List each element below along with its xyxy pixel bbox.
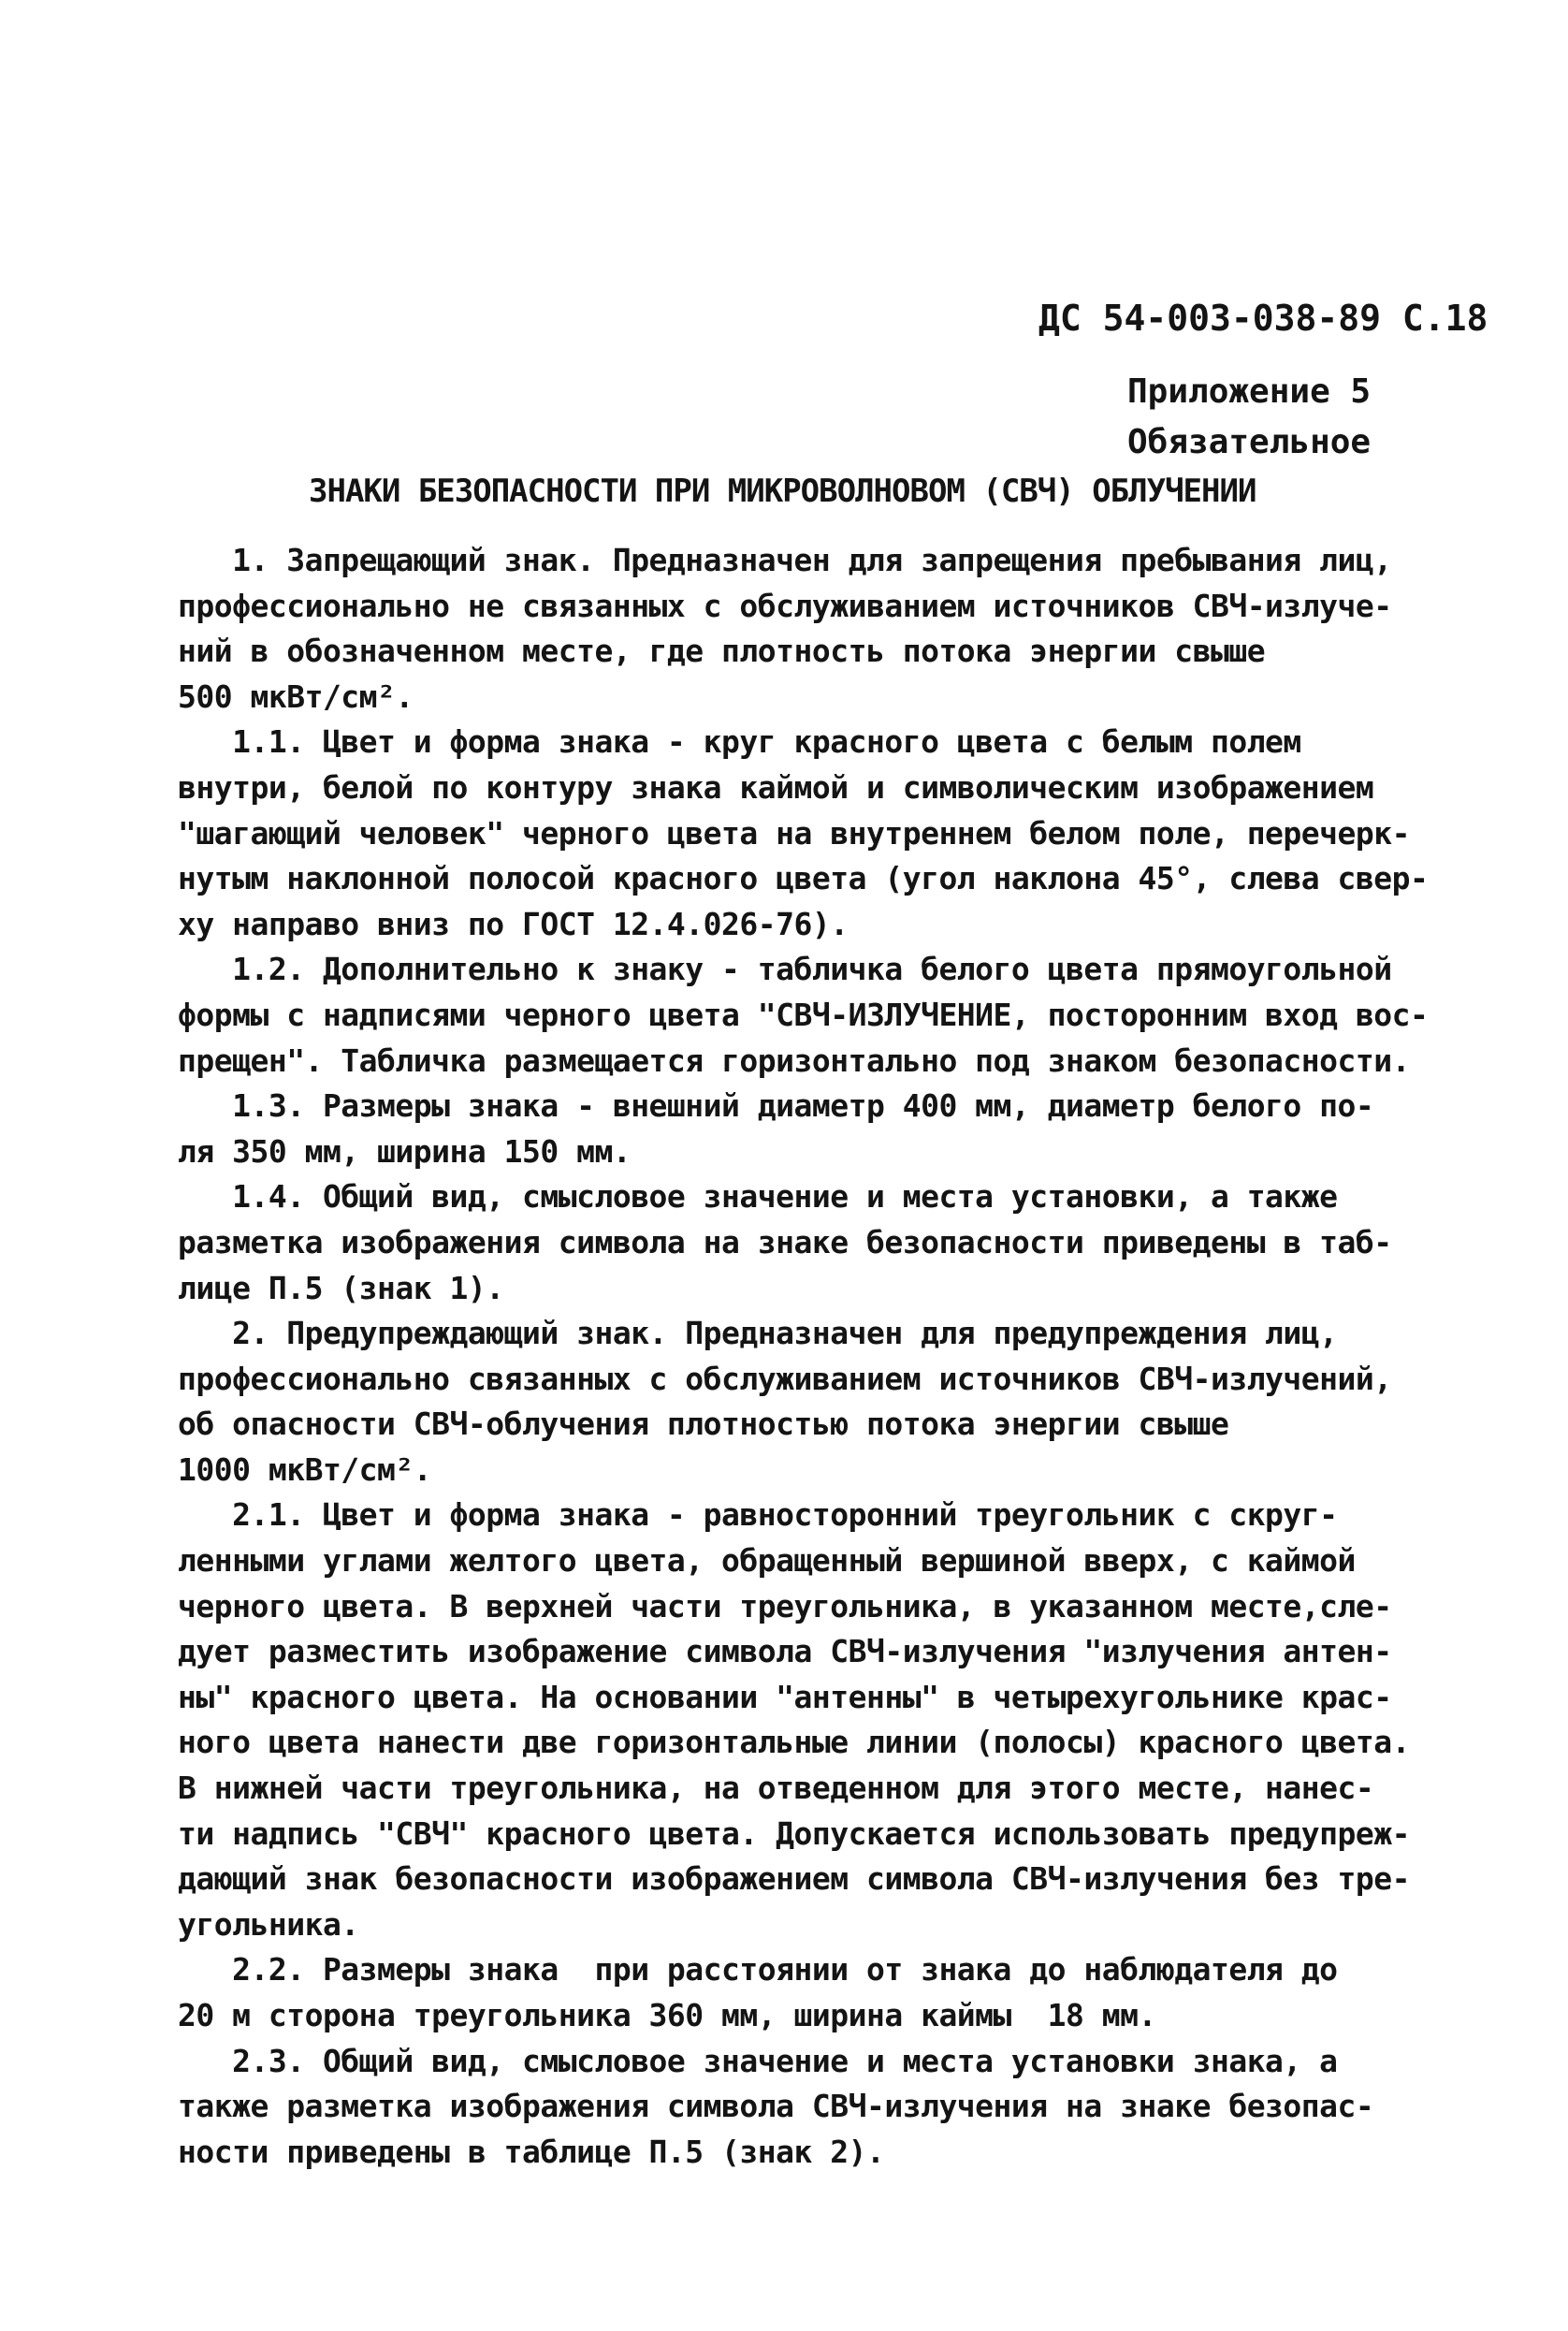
text-line: прещен". Табличка размещается горизонтально под знаком безопасности. (178, 1042, 1411, 1079)
appendix-block (1127, 367, 1464, 468)
text-line: ности приведены в таблице П.5 (знак 2). (178, 2133, 885, 2170)
paragraph (178, 1947, 1441, 2038)
body-text (178, 538, 1441, 2175)
text-line: "шагающий человек" черного цвета на внутреннем белом поле, перечерк- (178, 814, 1411, 852)
paragraph (178, 1084, 1441, 1174)
text-line: 1. Запрещающий знак. Предназначен для запрещения пребывания лиц, (178, 542, 1392, 578)
appendix-status: Обязательное (1127, 423, 1372, 461)
text-line: также разметка изображения символа СВЧ-излучения на знаке безопас- (178, 2088, 1374, 2125)
text-line: ленными углами желтого цвета, обращенный вершиной вверх, с каймой (178, 1542, 1356, 1580)
text-line: ля 350 мм, ширина 150 мм. (178, 1132, 632, 1170)
text-line: лице П.5 (знак 1). (178, 1269, 504, 1306)
text-line: 2.2. Размеры знака при расстоянии от знака до наблюдателя до (178, 1951, 1338, 1989)
text-line: об опасности СВЧ-облучения плотностью потока энергии свыше (178, 1406, 1229, 1443)
text-line: профессионально не связанных с обслуживанием источников СВЧ-излуче- (178, 587, 1392, 624)
text-line: 500 мкВт/см². (178, 677, 414, 715)
text-line: дует разместить изображение символа СВЧ-излучения "излучения антен- (178, 1633, 1392, 1670)
text-line: ти надпись "СВЧ" красного цвета. Допускается использовать предупреж- (178, 1814, 1411, 1852)
text-line: 1.2. Дополнительно к знаку - табличка белого цвета прямоугольной (178, 951, 1392, 988)
text-line: 2. Предупреждающий знак. Предназначен для предупреждения лиц, (178, 1315, 1338, 1352)
paragraph (178, 947, 1441, 1084)
paragraph (178, 2039, 1441, 2176)
text-line: угольника. (178, 1905, 359, 1943)
text-line: профессионально связанных с обслуживанием источников СВЧ-излучений, (178, 1360, 1392, 1397)
paragraph (178, 1174, 1441, 1311)
text-line: В нижней части треугольника, на отведенном для этого месте, нанес- (178, 1770, 1374, 1807)
document-code: ДС 54-003-038-89 С.18 (1038, 298, 1488, 339)
text-line: ны" красного цвета. На основании "антенны" в четырехугольнике крас- (178, 1678, 1392, 1715)
section-title: ЗНАКИ БЕЗОПАСНОСТИ ПРИ МИКРОВОЛНОВОМ (СВЧ) ОБЛУЧЕНИИ (309, 473, 1256, 510)
text-line: ху направо вниз по ГОСТ 12.4.026-76). (178, 905, 849, 942)
text-line: 2.1. Цвет и форма знака - равносторонний треугольник с скруг- (178, 1496, 1338, 1534)
text-line: 1.3. Размеры знака - внешний диаметр 400 мм, диаметр белого по- (178, 1087, 1374, 1125)
appendix-label: Приложение 5 (1127, 372, 1372, 411)
text-line: 2.3. Общий вид, смысловое значение и места установки знака, а (178, 2042, 1338, 2079)
text-line: 1.1. Цвет и форма знака - круг красного цвета с белым полем (178, 723, 1301, 761)
text-line: ний в обозначенном месте, где плотность потока энергии свыше (178, 633, 1266, 670)
text-line: формы с надписями черного цвета "СВЧ-ИЗЛУЧЕНИЕ, посторонним вход вос- (178, 996, 1429, 1033)
text-line: разметка изображения символа на знаке безопасности приведены в таб- (178, 1223, 1392, 1260)
text-line: 1000 мкВт/см². (178, 1450, 432, 1488)
text-line: дающий знак безопасности изображением символа СВЧ-излучения без тре- (178, 1860, 1411, 1898)
paragraph (178, 720, 1441, 947)
paragraph (178, 538, 1441, 720)
text-line: нутым наклонной полосой красного цвета (угол наклона 45°, слева свер- (178, 860, 1429, 897)
text-line: 1.4. Общий вид, смысловое значение и места установки, а также (178, 1178, 1338, 1216)
paragraph (178, 1311, 1441, 1493)
paragraph (178, 1493, 1441, 1947)
text-line: 20 м сторона треугольника 360 мм, ширина каймы 18 мм. (178, 1997, 1156, 2033)
text-line: ного цвета нанести две горизонтальные линии (полосы) красного цвета. (178, 1724, 1411, 1761)
text-line: внутри, белой по контуру знака каймой и символическим изображением (178, 768, 1374, 806)
text-line: черного цвета. В верхней части треугольника, в указанном месте,сле- (178, 1587, 1392, 1624)
